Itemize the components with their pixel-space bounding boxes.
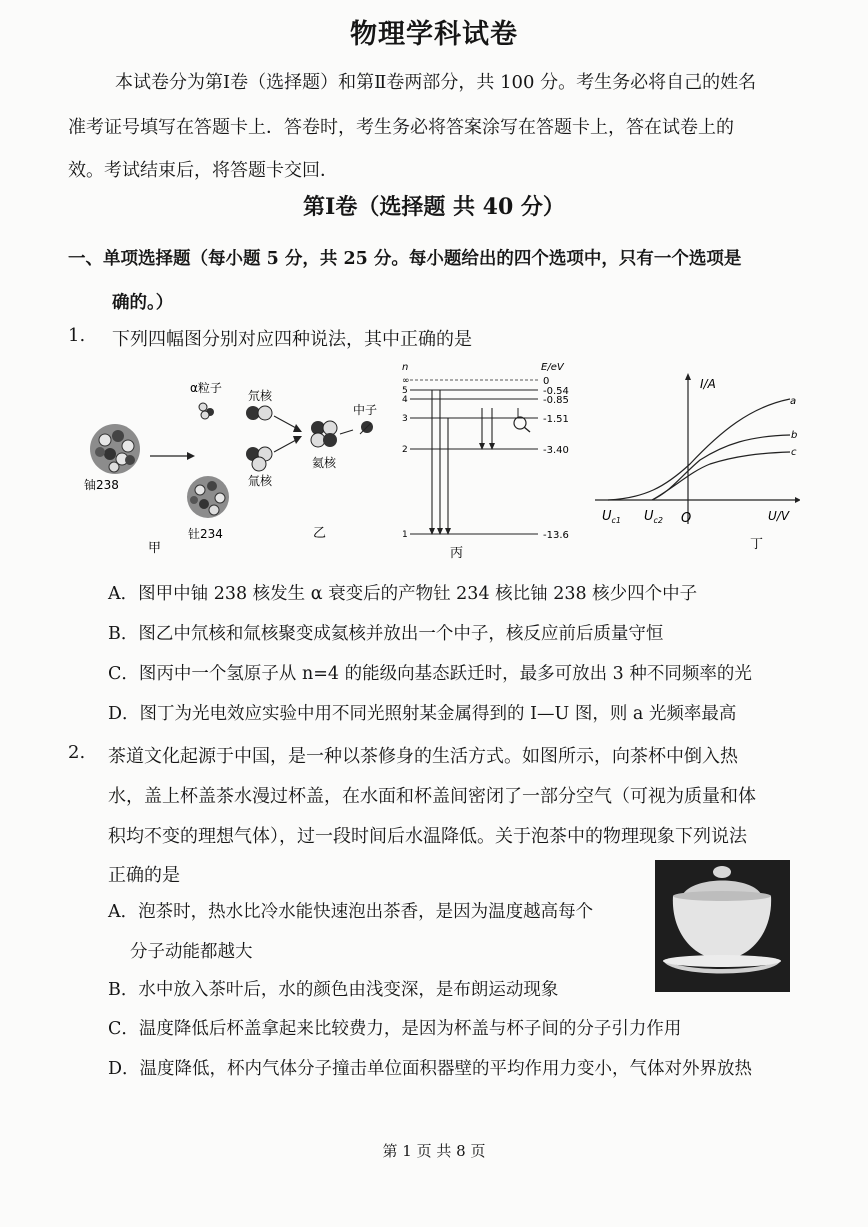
helium-label: 氦核 [312,456,337,470]
q1-option-a: A．图甲中铀 238 核发生 α 衰变后的产物钍 234 核比铀 238 核少四个中子 [108,584,698,604]
iu-curves [608,399,790,500]
teacup-photo [655,860,790,992]
transition-arrowheads [429,443,495,535]
figure-ding [595,373,800,552]
page-footer: 第 1 页 共 8 页 [382,1142,486,1160]
energy-levels [402,376,569,541]
q1-stem: 下列四幅图分别对应四种说法，其中正确的是 [112,329,472,350]
energy-level-n: 2 [402,445,408,455]
u-axis-label: U/V [768,509,790,523]
page-title: 物理学科试卷 [350,19,518,50]
q2-option-d: D．温度降低，杯内气体分子撞击单位面积器壁的平均作用力变小，气体对外界放热 [108,1059,753,1079]
q2-stem-1: 茶道文化起源于中国，是一种以茶修身的生活方式。如图所示，向茶杯中倒入热 [108,746,738,767]
curve-c [652,452,790,500]
intro-line-2: 准考证号填写在答题卡上．答卷时，考生务必将答案涂写在答题卡上，答在试卷上的 [68,117,734,138]
energy-level-e: -13.6 [543,530,569,541]
intro-line-1: 本试卷分为第Ⅰ卷（选择题）和第Ⅱ卷两部分，共 100 分。考生务必将自己的姓名 [115,72,757,93]
transition-arrows [432,390,492,534]
energy-level-n: 5 [402,386,408,396]
caption-jia: 甲 [148,541,162,556]
part-title: 一、单项选择题（每小题 5 分，共 25 分。每小题给出的四个选项中，只有一个选项是 [68,249,742,269]
uranium-label: 铀238 [84,478,119,492]
electron-magnifier-icon [514,408,530,432]
curve-c-label: c [791,447,797,458]
q2-option-a: A．泡茶时，热水比冷水能快速泡出茶香，是因为温度越高每个 [108,902,594,922]
n-axis-label: n [402,362,409,373]
caption-bing: 丙 [450,546,464,560]
uranium-nucleus [90,424,140,474]
q2-stem-3: 积均不变的理想气体），过一段时间后水温降低。关于泡茶中的物理现象下列说法 [108,826,747,847]
energy-level-e: -1.51 [543,414,569,425]
caption-ding: 丁 [750,537,764,552]
energy-level-n: 3 [402,414,408,424]
energy-level-e: -0.54 [543,386,569,397]
neutron-label: 中子 [353,403,378,417]
energy-level-e: 0 [543,376,550,387]
curve-b [652,435,790,500]
thorium-label: 钍234 [188,527,223,541]
figure-bing [402,362,569,560]
uc2-label: $U_{c2}$ [644,509,664,525]
q1-option-d: D．图丁为光电效应实验中用不同光照射某金属得到的 I—U 图，则 a 光频率最高 [108,704,737,724]
curve-a-label: a [790,396,797,407]
energy-level-n: 1 [402,530,408,540]
curve-a [608,399,790,500]
neutron-particle [360,421,373,434]
energy-level-e: -3.40 [543,445,569,456]
figure-yi [246,388,377,541]
section-heading: 第Ⅰ卷（选择题 共 40 分） [303,194,565,220]
alpha-label: α粒子 [190,381,222,395]
curve-b-label: b [791,430,798,441]
deuterium-nucleus [246,406,272,420]
q2-stem-2: 水，盖上杯盖茶水漫过杯盖，在水面和杯盖间密闭了一部分空气（可视为质量和体 [108,786,756,807]
q1-number: 1. [68,325,86,346]
deuterium-label: 氘核 [248,389,273,403]
q2-option-b: B．水中放入茶叶后，水的颜色由浅变深，是布朗运动现象 [108,980,559,1000]
tritium-label: 氚核 [248,474,273,488]
i-axis-label: I/A [700,377,716,391]
uc1-label: $U_{c1}$ [602,509,622,525]
q1-option-b: B．图乙中氘核和氚核聚变成氦核并放出一个中子，核反应前后质量守恒 [108,624,664,644]
figure-jia [84,380,229,556]
energy-level-n: 4 [402,395,408,405]
q2-number: 2. [68,742,86,763]
energy-level-n: ∞ [402,376,410,386]
q2-option-c: C．温度降低后杯盖拿起来比较费力，是因为杯盖与杯子间的分子引力作用 [108,1019,682,1039]
part-title-cont: 确的。） [112,293,174,313]
e-axis-label: E/eV [541,362,564,373]
caption-yi: 乙 [313,526,327,541]
energy-level-e: -0.85 [543,395,569,406]
alpha-particle [199,403,214,419]
q2-option-a-cont: 分子动能都越大 [130,942,253,962]
intro-line-3: 效。考试结束后，将答题卡交回． [68,160,338,181]
q1-option-c: C．图丙中一个氢原子从 n=4 的能级向基态跃迁时，最多可放出 3 种不同频率的光 [108,664,752,684]
origin-label: O [681,511,692,526]
thorium-nucleus [187,476,229,518]
q2-stem-4: 正确的是 [108,865,180,886]
q1-figures [60,352,800,560]
helium-nucleus [311,421,337,447]
tritium-nucleus [246,447,272,471]
